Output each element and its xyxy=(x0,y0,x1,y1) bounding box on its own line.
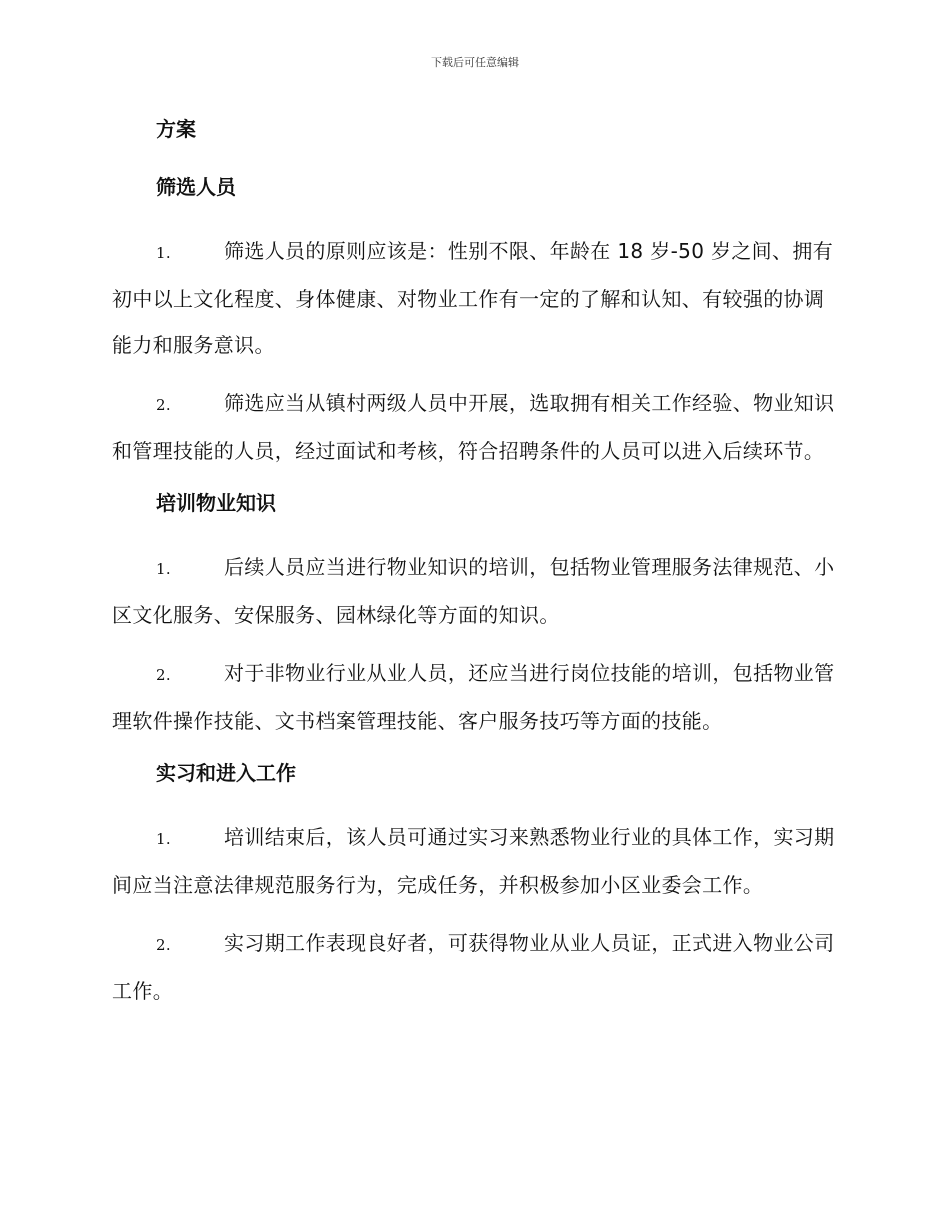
list-number: 2. xyxy=(156,396,172,414)
section-heading-internship: 实习和进入工作 xyxy=(156,761,296,785)
section-heading-training: 培训物业知识 xyxy=(156,491,276,515)
list-item-text: 筛选人员的原则应该是：性别不限、年龄在 18 岁-50 岁之间、拥有初中以上文化程度、身体健康、对物业工作有一定的了解和认知、有较强的协调能力和服务意识。 xyxy=(112,239,834,357)
list-item-text: 实习期工作表现良好者，可获得物业从业人员证，正式进入物业公司工作。 xyxy=(112,931,835,1003)
list-number: 1. xyxy=(156,830,172,848)
list-number: 1. xyxy=(156,560,172,578)
document-body xyxy=(112,112,842,1026)
list-item-text: 后续人员应当进行物业知识的培训，包括物业管理服务法律规范、小区文化服务、安保服务、园林绿化等方面的知识。 xyxy=(112,555,835,627)
list-item xyxy=(112,228,842,368)
document-title: 方案 xyxy=(156,117,196,141)
list-number: 1. xyxy=(156,244,172,262)
list-item xyxy=(112,920,842,1014)
list-number: 2. xyxy=(156,666,172,684)
list-item-text: 对于非物业行业从业人员，还应当进行岗位技能的培训，包括物业管理软件操作技能、文书档案管理技能、客户服务技巧等方面的技能。 xyxy=(112,661,835,733)
page-header: 下载后可任意编辑 xyxy=(431,56,519,69)
list-item-text: 筛选应当从镇村两级人员中开展，选取拥有相关工作经验、物业知识和管理技能的人员，经过面试和考核，符合招聘条件的人员可以进入后续环节。 xyxy=(112,391,835,463)
list-number: 2. xyxy=(156,936,172,954)
list-item xyxy=(112,650,842,744)
list-item xyxy=(112,544,842,638)
list-item-text: 培训结束后，该人员可通过实习来熟悉物业行业的具体工作，实习期间应当注意法律规范服务行为，完成任务，并积极参加小区业委会工作。 xyxy=(112,825,835,897)
section-heading-screening: 筛选人员 xyxy=(156,175,236,199)
list-item xyxy=(112,380,842,474)
list-item xyxy=(112,814,842,908)
